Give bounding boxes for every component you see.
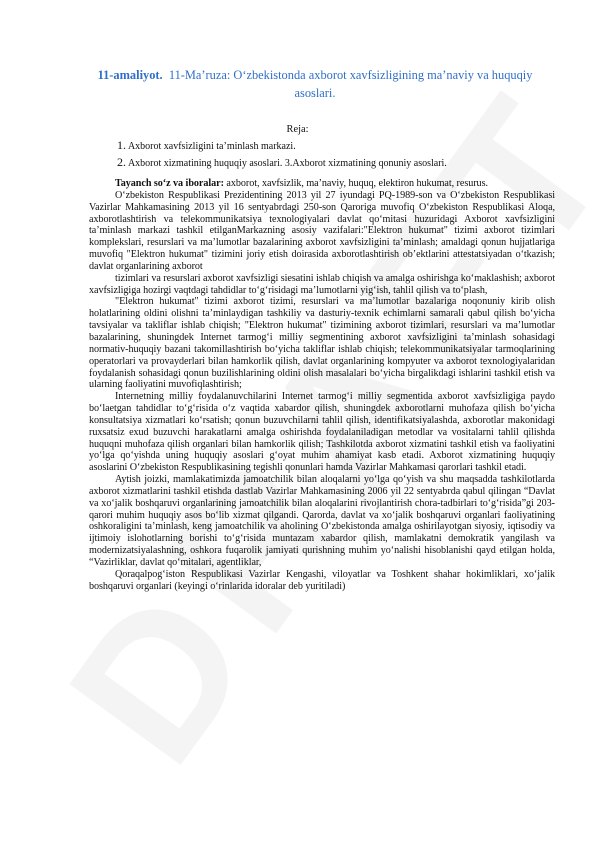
plan-item-number: 1. [117,138,126,152]
body-paragraph: Qoraqalpog‘iston Respublikasi Vazirlar Kengashi, viloyatlar va Toshkent shahar hokimliklari, xo‘jalik boshqaruvi organlari (keyingi o‘rinlarida idoralar deb yuritiladi) [89,568,555,592]
plan-heading: Reja: [286,124,309,135]
body-paragraph: O‘zbekiston Respublikasi Prezidentining 2013 yil 27 iyundagi PQ-1989-son va O‘zbekiston Respublikasi Vazirlar Mahkamasining 2013 yil 16 sentyabrdagi 250-son Qaroriga muvofiq O‘zbekiston Respublikasi Aloqa, axborotlashtirish va telekommunikatsiya texnologiyalari davlat qo‘mitasi huzuridagi Axborot xavfsizligini ta’minlash markazi tashkil etilganMarkazning asosiy vazifalari:"Elektron hukumat" tizimi axborot tizimlari komplekslari, resurslari va ma’lumotlar bazalarining axborot xavfsizligini ta’minlash; amaldagi qonun hujjatlariga muvofiq "Elektron hukumat" tizimini joriy etish doirasida axborotlashtirish ob’ektlarini attestatsiyadan o‘tkazish; davlat organlarining axborot [89,189,555,272]
keywords-text: axborot, xavfsizlik, ma’naviy, huquq, elektiron hukumat, resurus. [223,178,488,189]
plan-item [117,155,537,171]
plan-item-text: Axborot xavfsizligini ta’minlash markazi. [127,141,296,152]
plan-item [117,138,537,154]
practical-number: 11-amaliyot. [97,68,163,82]
keywords-paragraph [89,178,555,190]
body-paragraph: tizimlari va resurslari axborot xavfsizligi siesatini ishlab chiqish va amalga oshirishga ko‘maklashish; axborot xavfsizligiga hozirgi vaqtdagi tahdidlar to‘g‘risidagi ma’lumotlarni yig‘ish, tahlil qilish va to‘plash, [89,272,555,296]
document-body [89,178,555,593]
keywords-label: Tayanch so‘z va iboralar: [115,178,224,189]
plan-item-number: 2. [117,155,126,169]
lecture-topic: 11-Ma’ruza: O‘zbekistonda axborot xavfsizligining ma’naviy va huquqiy asoslari. [168,68,533,100]
body-paragraph: Internetning milliy foydalanuvchilarini Internet tarmog‘i milliy segmentida axborot xavfsizligiga paydo bo‘laetgan tahdidlar to‘g‘risida o‘z vaqtida xabardor qilish, shuningdek axborotlarni muhofaza qilish bo‘yicha konsultatsiya xizmatlari ko‘rsatish; qonun buzuvchilarni tahlil qilish, identifikatsiyalashda, axborotlar makonidagi ruxsatsiz exud buzuvchi harakatlarni amalga oshirishda foydalaniladigan metodlar va vositalarni tahlil qilishda huquqni muhofaza qilish organlari bilan hamkorlik qilish; Tashkilotda axborot xizmatini tashkil etish va faoliyatini yo‘lga qo‘yishda uning huquqiy asoslari g‘oyat muhim ahamiyat kasb etadi. Axborot xizmatining huquqiy asoslarini O‘zbekiston Respublikasining tegishli qonunlari hamda Vazirlar Mahkamasi qarorlari tashkil etadi. [89,391,555,474]
plan-item-text: Axborot xizmatining huquqiy asoslari. 3.Axborot xizmatining qonuniy asoslari. [127,158,447,169]
body-paragraph: "Elektron hukumat" tizimi axborot tizimi, resurslari va ma’lumotlar bazalariga noqonuniy kirib olish holatlarining oldini olishni ta’minlaydigan tashkiliy va dasturiy-texnik echimlarni samarali qabul qilish bo‘yicha tavsiyalar va takliflar ishlab chiqish; "Elektron hukumat" tizimining axborot tizimlari, resurslari va ma’lumotlar bazalarining, shuningdek Internet tarmog‘i milliy segmentining axborot xavfsizligini ta’minlash sohasidagi normativ-huquqiy bazani takomillashtirish bo‘yicha takliflar ishlab chiqish; telekommunikatsiyalar tarmoqlarining operatorlari va provayderlari bilan hamkorlik qilish, davlat organlarining kompyuter va axborot texnologiyalaridan foydalanish sohasidagi qonun buzilishlarining oldini olish masalalari bo‘yicha birgalikdagi ishlarini tashkil etish va ularning faoliyatini muvofiqlashtirish; [89,296,555,391]
lecture-title [80,66,550,102]
body-paragraph: Aytish joizki, mamlakatimizda jamoatchilik bilan aloqalarni yo‘lga qo‘yish va shu maqsadda tashkilotlarda axborot xizmatlarini tashkil etishda dastlab Vazirlar Mahkamasining 2006 yil 22 sentyabrda qabul qilingan “Davlat va xo‘jalik boshqaruvi organlarining jamoatchilik bilan aloqalarini rivojlantirish chora-tadbirlari to‘g‘risida”gi 203-qarori muhim huquqiy asos bo‘lib xizmat qilgandi. Qarorda, davlat va xo‘jalik boshqaruvi organlari faoliyatining oshkoraligini ta’minlash, keng jamoatchilik va aholining O‘zbekistonda amalga oshirilayotgan siyosiy, iqtisodiy va ijtimoiy islohotlarning borishi to‘g‘risida muntazam xabardor qilish, mamlakatni demokratik yangilash va modernizatsiyalashning, oshkora fuqarolik jamiyati qurishning muhim yo‘nalishi hisoblanishi qayd etilgan holda, “Vazirliklar, davlat qo‘mitalari, agentliklar, [89,474,555,568]
